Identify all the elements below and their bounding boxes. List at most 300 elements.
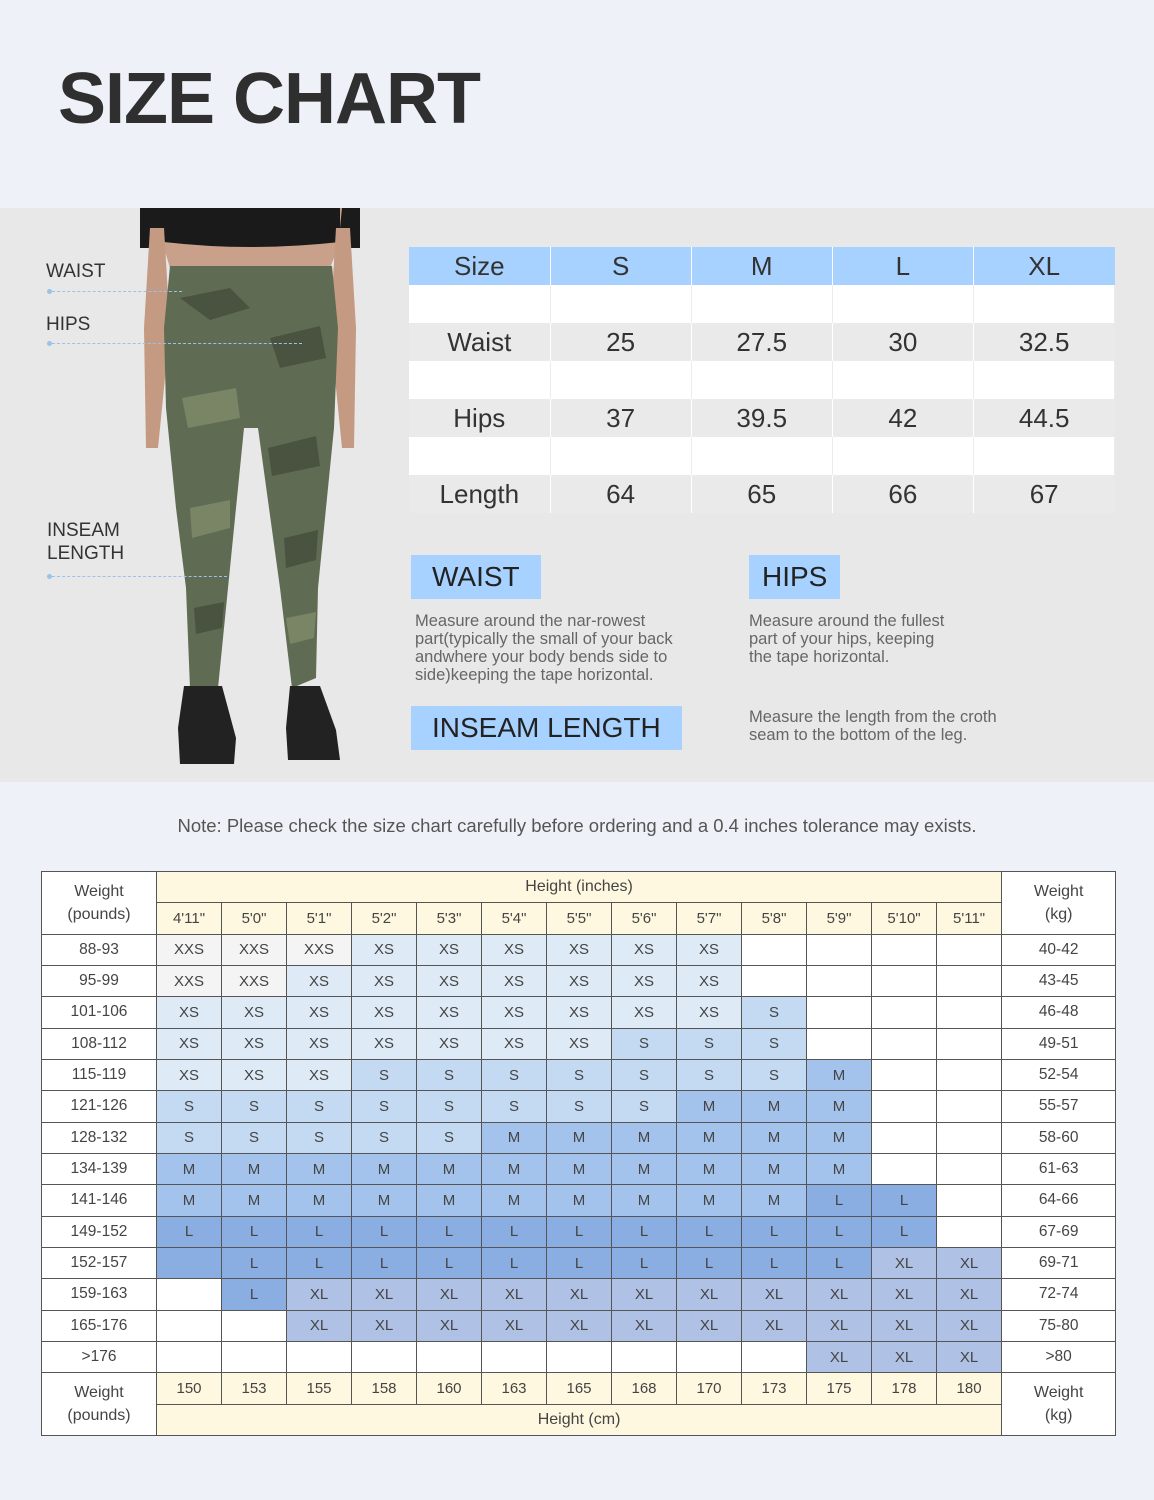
size-cell: L (612, 1216, 677, 1247)
size-cell: S (352, 1059, 417, 1090)
size-cell: XL (872, 1341, 937, 1372)
size-cell: M (742, 1153, 807, 1184)
size-cell: XS (417, 1028, 482, 1059)
spacer-cell (832, 361, 973, 399)
size-cell (872, 1028, 937, 1059)
size-cell (937, 1059, 1002, 1090)
size-cell: S (742, 1059, 807, 1090)
guide-text-line: the tape horizontal. (749, 648, 890, 666)
size-cell: XL (352, 1310, 417, 1341)
side-label-line: Weight (74, 1384, 124, 1402)
size-cell (872, 997, 937, 1028)
size-cell: XXS (287, 934, 352, 965)
size-cell: S (482, 1059, 547, 1090)
size-cell: L (417, 1216, 482, 1247)
size-cell: S (352, 1091, 417, 1122)
weight-kg-cell: 64-66 (1002, 1185, 1116, 1216)
side-label-line: (pounds) (67, 905, 131, 923)
measurement-value: 67 (973, 475, 1114, 513)
size-cell: XS (157, 1028, 222, 1059)
height-inch-cell: 5'3" (417, 903, 482, 934)
grid-row (42, 1341, 1116, 1372)
size-cell: XL (742, 1310, 807, 1341)
size-cell: M (807, 1059, 872, 1090)
hips-guide-title: HIPS (749, 555, 840, 599)
size-cell (872, 1059, 937, 1090)
size-cell: XS (222, 997, 287, 1028)
height-inch-cell: 5'2" (352, 903, 417, 934)
grid-row (42, 1028, 1116, 1059)
grid-footer-row (42, 1404, 1116, 1435)
size-cell: M (222, 1153, 287, 1184)
height-cm-cell: 173 (742, 1373, 807, 1404)
weight-kg-cell: 55-57 (1002, 1091, 1116, 1122)
size-cell: XL (547, 1310, 612, 1341)
size-cell: L (222, 1279, 287, 1310)
size-cell: M (547, 1122, 612, 1153)
side-label-line: Weight (1033, 882, 1084, 900)
height-inches-label: Height (inches) (157, 872, 1002, 903)
size-cell: XS (352, 934, 417, 965)
height-inch-cell: 5'6" (612, 903, 677, 934)
size-cell: S (482, 1091, 547, 1122)
size-cell: M (287, 1153, 352, 1184)
weight-kg-cell: 75-80 (1002, 1310, 1116, 1341)
size-cell (612, 1341, 677, 1372)
weight-kg-cell: >80 (1002, 1341, 1116, 1372)
height-cm-cell: 153 (222, 1373, 287, 1404)
spacer-cell (691, 285, 832, 323)
size-cell: S (157, 1122, 222, 1153)
size-cell: XXS (222, 934, 287, 965)
size-cell: L (677, 1247, 742, 1278)
height-cm-cell: 160 (417, 1373, 482, 1404)
grid-row (42, 1216, 1116, 1247)
size-cell: M (677, 1091, 742, 1122)
size-cell: S (677, 1059, 742, 1090)
size-cell: L (222, 1247, 287, 1278)
size-cell: L (807, 1185, 872, 1216)
size-cell: XS (677, 965, 742, 996)
spacer-cell (973, 285, 1114, 323)
size-cell: M (612, 1122, 677, 1153)
size-cell: XXS (157, 965, 222, 996)
height-cm-cell: 158 (352, 1373, 417, 1404)
size-cell: XS (352, 997, 417, 1028)
size-cell: L (287, 1247, 352, 1278)
grid-row (42, 1279, 1116, 1310)
height-cm-cell: 155 (287, 1373, 352, 1404)
size-cell (352, 1341, 417, 1372)
measurement-value: 27.5 (691, 323, 832, 361)
weight-kg-cell: 46-48 (1002, 997, 1116, 1028)
inseam-guide-line (52, 576, 227, 577)
size-cell: M (677, 1153, 742, 1184)
height-weight-size-grid (41, 871, 1116, 1436)
size-cell (157, 1279, 222, 1310)
size-cell (937, 1216, 1002, 1247)
side-label-line: Weight (74, 882, 124, 900)
size-table-spacer (409, 361, 1115, 399)
size-cell: XL (937, 1279, 1002, 1310)
size-header-cell: L (832, 247, 973, 285)
height-cm-cell: 175 (807, 1373, 872, 1404)
size-cell: L (287, 1216, 352, 1247)
hips-guide-line (52, 343, 302, 344)
size-cell: XL (482, 1279, 547, 1310)
size-cell: S (417, 1059, 482, 1090)
size-cell: XL (677, 1279, 742, 1310)
size-cell: XS (547, 997, 612, 1028)
size-cell: XS (547, 934, 612, 965)
weight-pounds-cell: 115-119 (42, 1059, 157, 1090)
size-cell (157, 1310, 222, 1341)
height-cm-cell: 180 (937, 1373, 1002, 1404)
size-cell: M (612, 1185, 677, 1216)
measurement-value: 64 (550, 475, 691, 513)
size-cell: XS (417, 997, 482, 1028)
waist-guide-text (415, 612, 673, 684)
size-cell: XL (937, 1247, 1002, 1278)
size-cell: M (742, 1185, 807, 1216)
grid-row (42, 1310, 1116, 1341)
size-cell: L (742, 1247, 807, 1278)
size-cell (872, 1091, 937, 1122)
size-cell: M (807, 1122, 872, 1153)
spacer-cell (409, 285, 550, 323)
size-cell (937, 1091, 1002, 1122)
height-inch-cell: 4'11" (157, 903, 222, 934)
size-cell: S (742, 1028, 807, 1059)
weight-pounds-cell: 108-112 (42, 1028, 157, 1059)
size-cell: XS (222, 1059, 287, 1090)
guide-text-line: part of your hips, keeping (749, 630, 935, 648)
size-cell: XS (547, 1028, 612, 1059)
size-cell (547, 1341, 612, 1372)
size-cell: M (742, 1122, 807, 1153)
height-inch-cell: 5'11" (937, 903, 1002, 934)
measurement-value: 66 (832, 475, 973, 513)
size-cell: XS (482, 997, 547, 1028)
weight-pounds-cell: 88-93 (42, 934, 157, 965)
inseam-label-line2: LENGTH (47, 543, 125, 564)
size-cell: M (677, 1122, 742, 1153)
size-cell (937, 997, 1002, 1028)
size-cell: S (352, 1122, 417, 1153)
inseam-guide-title: INSEAM LENGTH (411, 706, 682, 750)
inseam-label-line1: INSEAM (47, 520, 120, 541)
size-cell (807, 934, 872, 965)
inseam-guide-text (749, 708, 997, 744)
size-cell: XS (547, 965, 612, 996)
size-cell: L (417, 1247, 482, 1278)
size-cell: S (612, 1028, 677, 1059)
size-cell: XS (482, 1028, 547, 1059)
size-cell (872, 1122, 937, 1153)
size-cell: M (677, 1185, 742, 1216)
size-cell (937, 1028, 1002, 1059)
size-cell: XL (937, 1310, 1002, 1341)
size-cell (417, 1341, 482, 1372)
size-cell (157, 1247, 222, 1278)
hips-guide-text (749, 612, 944, 666)
side-label-line: Weight (1033, 1384, 1084, 1402)
size-header-cell: XL (973, 247, 1114, 285)
measurement-value: 37 (550, 399, 691, 437)
height-cm-cell: 150 (157, 1373, 222, 1404)
height-inch-cell: 5'5" (547, 903, 612, 934)
guide-text-line: Measure around the nar-rowest (415, 612, 646, 630)
guide-text-line: seam to the bottom of the leg. (749, 726, 968, 744)
guide-text-line: Measure around the fullest (749, 612, 945, 630)
measurement-label: Hips (409, 399, 550, 437)
size-header-cell: S (550, 247, 691, 285)
size-cell: XL (807, 1279, 872, 1310)
size-cell: L (352, 1216, 417, 1247)
size-cell: S (677, 1028, 742, 1059)
size-cell: L (872, 1185, 937, 1216)
waist-guide-title: WAIST (411, 555, 541, 599)
size-cell: XL (352, 1279, 417, 1310)
size-cell: M (547, 1185, 612, 1216)
size-cell: XS (677, 997, 742, 1028)
weight-kg-cell: 49-51 (1002, 1028, 1116, 1059)
guide-text-line: part(typically the small of your back (415, 630, 673, 648)
spacer-cell (832, 437, 973, 475)
measurement-value: 42 (832, 399, 973, 437)
size-cell: XL (612, 1310, 677, 1341)
size-cell: M (807, 1153, 872, 1184)
height-cm-row (42, 1373, 1116, 1404)
size-cell: XS (677, 934, 742, 965)
size-cell: M (807, 1091, 872, 1122)
height-cm-cell: 178 (872, 1373, 937, 1404)
size-cell (872, 965, 937, 996)
size-cell: S (222, 1122, 287, 1153)
page-title: SIZE CHART (58, 59, 480, 139)
size-cell: XS (157, 1059, 222, 1090)
size-cell: XS (482, 965, 547, 996)
size-cell: XL (417, 1310, 482, 1341)
guide-text-line: side)keeping the tape horizontal. (415, 666, 654, 684)
weight-pounds-cell: 165-176 (42, 1310, 157, 1341)
size-cell (872, 934, 937, 965)
model-figure-image (140, 208, 360, 782)
size-cell (807, 997, 872, 1028)
size-cell (937, 965, 1002, 996)
size-cell (807, 965, 872, 996)
measurement-label: Waist (409, 323, 550, 361)
size-cell: L (872, 1216, 937, 1247)
size-cell: XL (807, 1341, 872, 1372)
size-cell: S (417, 1091, 482, 1122)
size-cell: XS (612, 997, 677, 1028)
size-cell: XS (287, 997, 352, 1028)
guide-text-line: Measure the length from the croth (749, 708, 997, 726)
size-cell: L (352, 1247, 417, 1278)
spacer-cell (691, 361, 832, 399)
weight-pounds-cell: 128-132 (42, 1122, 157, 1153)
size-cell: M (482, 1122, 547, 1153)
weight-kg-footer (1002, 1373, 1116, 1436)
grid-header-row (42, 872, 1116, 903)
size-cell: M (482, 1153, 547, 1184)
size-cell: L (482, 1216, 547, 1247)
weight-pounds-cell: 149-152 (42, 1216, 157, 1247)
size-cell: M (352, 1153, 417, 1184)
size-cell: XL (937, 1341, 1002, 1372)
measurement-value: 25 (550, 323, 691, 361)
height-cm-label: Height (cm) (157, 1404, 1002, 1435)
measurement-panel (0, 208, 1154, 782)
size-cell (157, 1341, 222, 1372)
size-cell: XL (482, 1310, 547, 1341)
size-cell (937, 1185, 1002, 1216)
size-cell: XS (417, 965, 482, 996)
size-cell: XL (742, 1279, 807, 1310)
weight-kg-cell: 40-42 (1002, 934, 1116, 965)
size-cell (742, 934, 807, 965)
size-measurement-table (409, 247, 1115, 513)
weight-pounds-footer (42, 1373, 157, 1436)
height-cm-cell: 163 (482, 1373, 547, 1404)
weight-pounds-cell: 134-139 (42, 1153, 157, 1184)
weight-kg-cell: 69-71 (1002, 1247, 1116, 1278)
grid-row (42, 1247, 1116, 1278)
side-label-line: (kg) (1044, 905, 1073, 923)
spacer-cell (973, 361, 1114, 399)
size-cell: M (742, 1091, 807, 1122)
guide-text-line: andwhere your body bends side to (415, 648, 668, 666)
size-header-cell: Size (409, 247, 550, 285)
size-cell: XS (222, 1028, 287, 1059)
grid-row (42, 1059, 1116, 1090)
weight-pounds-cell: >176 (42, 1341, 157, 1372)
size-cell: XL (612, 1279, 677, 1310)
height-inches-row (42, 903, 1116, 934)
size-cell: M (417, 1185, 482, 1216)
model-label-inseam (47, 519, 124, 565)
spacer-cell (550, 437, 691, 475)
grid-row (42, 1122, 1116, 1153)
height-inch-cell: 5'9" (807, 903, 872, 934)
spacer-cell (832, 285, 973, 323)
weight-pounds-cell: 152-157 (42, 1247, 157, 1278)
model-label-hips: HIPS (46, 314, 91, 335)
weight-pounds-cell: 95-99 (42, 965, 157, 996)
size-cell (807, 1028, 872, 1059)
height-cm-cell: 168 (612, 1373, 677, 1404)
weight-pounds-cell: 141-146 (42, 1185, 157, 1216)
weight-pounds-cell: 159-163 (42, 1279, 157, 1310)
measurement-value: 39.5 (691, 399, 832, 437)
size-cell: L (547, 1216, 612, 1247)
size-cell: M (417, 1153, 482, 1184)
size-cell: XS (417, 934, 482, 965)
side-label-line: (pounds) (67, 1407, 131, 1425)
height-inch-cell: 5'4" (482, 903, 547, 934)
size-cell: M (287, 1185, 352, 1216)
grid-row (42, 965, 1116, 996)
size-cell: M (222, 1185, 287, 1216)
size-cell: XL (287, 1310, 352, 1341)
grid-row (42, 934, 1116, 965)
size-cell: XS (287, 965, 352, 996)
size-cell: XXS (222, 965, 287, 996)
size-cell: XL (872, 1310, 937, 1341)
size-cell: M (612, 1153, 677, 1184)
weight-pounds-cell: 101-106 (42, 997, 157, 1028)
size-cell (937, 1122, 1002, 1153)
size-cell (937, 1153, 1002, 1184)
size-table-spacer (409, 437, 1115, 475)
size-cell: XXS (157, 934, 222, 965)
size-table-header (409, 247, 1115, 285)
size-cell: XS (612, 965, 677, 996)
size-cell: M (352, 1185, 417, 1216)
measurement-value: 30 (832, 323, 973, 361)
size-cell: XL (547, 1279, 612, 1310)
size-cell: S (417, 1122, 482, 1153)
grid-row (42, 1153, 1116, 1184)
size-cell: M (157, 1185, 222, 1216)
size-cell: L (742, 1216, 807, 1247)
spacer-cell (973, 437, 1114, 475)
size-cell: S (547, 1091, 612, 1122)
size-cell (937, 934, 1002, 965)
size-cell: XL (872, 1247, 937, 1278)
tolerance-note: Note: Please check the size chart carefully before ordering and a 0.4 inches tolerance may exists. (177, 815, 977, 836)
size-table-spacer (409, 285, 1115, 323)
size-table-row (409, 399, 1115, 437)
measurement-value: 32.5 (973, 323, 1114, 361)
weight-pounds-cell: 121-126 (42, 1091, 157, 1122)
size-cell: L (547, 1247, 612, 1278)
model-label-waist: WAIST (46, 261, 106, 282)
weight-kg-cell: 67-69 (1002, 1216, 1116, 1247)
size-cell: S (287, 1091, 352, 1122)
height-inch-cell: 5'1" (287, 903, 352, 934)
size-cell (742, 965, 807, 996)
size-cell: S (742, 997, 807, 1028)
size-cell: S (547, 1059, 612, 1090)
size-cell: L (807, 1216, 872, 1247)
weight-kg-cell: 72-74 (1002, 1279, 1116, 1310)
size-cell: XS (157, 997, 222, 1028)
height-inch-cell: 5'0" (222, 903, 287, 934)
size-cell: XL (807, 1310, 872, 1341)
size-cell: XS (612, 934, 677, 965)
size-cell: S (287, 1122, 352, 1153)
size-cell: L (612, 1247, 677, 1278)
height-inch-cell: 5'8" (742, 903, 807, 934)
grid-row (42, 1091, 1116, 1122)
side-label-line: (kg) (1044, 1407, 1073, 1425)
measurement-value: 44.5 (973, 399, 1114, 437)
waist-guide-line (52, 291, 182, 292)
size-cell (677, 1341, 742, 1372)
size-cell (287, 1341, 352, 1372)
measurement-value: 65 (691, 475, 832, 513)
size-cell: L (482, 1247, 547, 1278)
size-cell: S (222, 1091, 287, 1122)
size-cell (222, 1341, 287, 1372)
measurement-label: Length (409, 475, 550, 513)
spacer-cell (550, 361, 691, 399)
size-cell (872, 1153, 937, 1184)
spacer-cell (550, 285, 691, 323)
size-cell: L (677, 1216, 742, 1247)
